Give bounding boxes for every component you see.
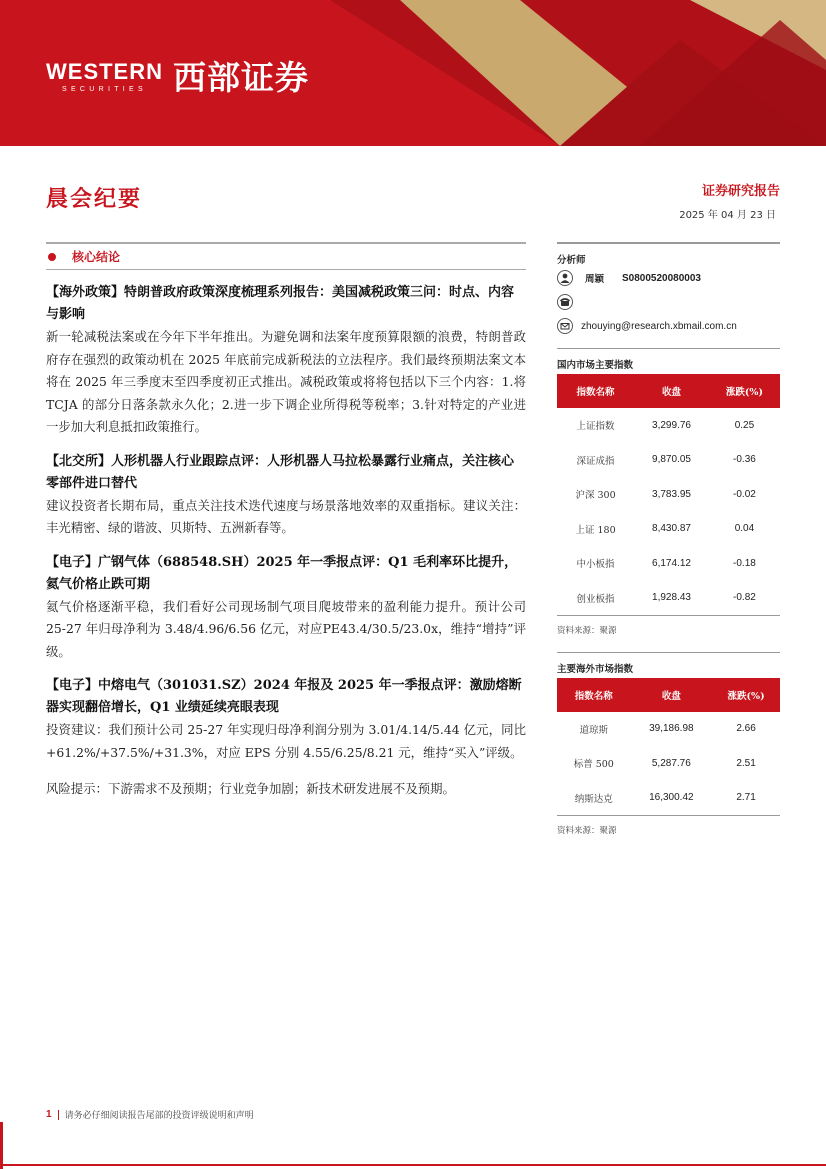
overseas-source-note: 资料来源：聚源 — [557, 825, 617, 836]
table-row — [557, 781, 780, 816]
index-change: -0.36 — [733, 454, 756, 466]
index-name: 沪深 300 — [575, 490, 616, 502]
index-change: 2.51 — [736, 757, 756, 769]
index-name: 纳斯达克 — [557, 781, 631, 816]
news-item-body: 建议投资者长期布局，重点关注技术迭代速度与场景落地效率的双重指标。建议关注：丰光精密、绿的谐波、贝斯特、五洲新春等。 — [46, 497, 526, 535]
index-name: 中小板指 — [576, 559, 615, 571]
index-change: 0.25 — [734, 419, 755, 431]
index-close: 16,300.42 — [631, 781, 713, 816]
index-change: 0.04 — [734, 523, 755, 535]
table-row — [557, 546, 780, 581]
sidebar — [557, 242, 780, 836]
document-type: 证券研究报告 — [701, 184, 780, 199]
table-row — [557, 408, 780, 443]
domestic-index-table — [557, 374, 780, 616]
news-item — [46, 451, 526, 540]
analyst-email-row — [557, 314, 780, 338]
index-close: 8,430.87 — [652, 523, 691, 535]
document-title: 晨会纪要 — [46, 186, 143, 212]
corner-line-horizontal — [0, 1164, 826, 1166]
analyst-name-row — [557, 266, 780, 290]
main-content — [46, 242, 526, 801]
index-name: 上证 180 — [575, 524, 616, 536]
index-change: 2.71 — [712, 781, 780, 816]
analyst-email[interactable]: zhouying@research.xbmail.com.cn — [581, 320, 737, 332]
news-item — [46, 282, 526, 439]
table-header-row — [557, 374, 780, 408]
overseas-table-title: 主要海外市场指数 — [557, 652, 780, 678]
analyst-cert-number: S0800520080003 — [622, 272, 701, 284]
column-header: 指数名称 — [557, 374, 634, 408]
section-header — [46, 242, 526, 270]
corner-line-vertical — [0, 1122, 3, 1169]
table-row — [557, 581, 780, 616]
footer-disclaimer: 请务必仔细阅读报告尾部的投资评级说明和声明 — [64, 1111, 254, 1121]
table-row — [557, 512, 780, 547]
header-banner — [0, 0, 826, 146]
email-icon — [557, 318, 573, 334]
index-name: 创业板指 — [557, 581, 634, 616]
logo-chinese: 西部证券 — [173, 58, 309, 97]
page-footer — [46, 1108, 254, 1121]
column-header: 指数名称 — [557, 678, 631, 712]
table-row — [557, 712, 780, 747]
index-name: 道琼斯 — [579, 724, 609, 736]
page-number: 1 — [46, 1109, 52, 1120]
news-item-title: 【电子】中熔电气（301031.SZ）2024 年报及 2025 年一季报点评：激励熔断器实现翻倍增长，Q1 业绩延续亮眼表现 — [46, 678, 522, 715]
news-item-title: 【北交所】人形机器人行业跟踪点评：人形机器人马拉松暴露行业痛点，关注核心零部件进口替代 — [46, 453, 515, 491]
overseas-index-table — [557, 678, 780, 816]
index-change: -0.82 — [709, 581, 780, 616]
index-close: 6,174.12 — [652, 557, 691, 569]
analyst-name: 周颖 — [585, 274, 605, 285]
table-row — [557, 477, 780, 512]
column-header: 涨跌(%) — [712, 678, 780, 712]
logo-english-sub: SECURITIES — [61, 86, 147, 93]
table-row — [557, 746, 780, 781]
news-item — [46, 675, 526, 764]
index-close: 3,299.76 — [652, 419, 691, 431]
index-close: 39,186.98 — [649, 723, 694, 735]
news-item-body: 投资建议：我们预计公司 25-27 年实现归母净利润分别为 3.01/4.14/5.44 亿元，同比+61.2%/+37.5%/+31.3%，对应 EPS 分别 4.55/6.25/8.21 元，维持“买入”评级。 — [46, 722, 526, 760]
column-header: 收盘 — [634, 374, 709, 408]
index-name: 标普 500 — [573, 759, 614, 771]
index-change: -0.02 — [733, 488, 756, 500]
domestic-source-note: 资料来源：聚源 — [557, 625, 617, 636]
column-header: 收盘 — [631, 678, 713, 712]
index-close: 1,928.43 — [634, 581, 709, 616]
report-date: 2025 年 04 月 23 日 — [679, 210, 776, 221]
table-header-row — [557, 678, 780, 712]
analyst-section-label: 分析师 — [557, 242, 780, 266]
news-item-title: 【电子】广钢气体（688548.SH）2025 年一季报点评：Q1 毛利率环比提升，氦气价格止跌可期 — [46, 554, 518, 592]
risk-warning — [46, 778, 526, 801]
risk-warning-text: 风险提示：下游需求不及预期；行业竞争加剧；新技术研发进展不及预期。 — [46, 781, 455, 796]
column-header: 涨跌(%) — [709, 374, 780, 408]
company-logo — [46, 58, 309, 98]
index-change: -0.18 — [733, 557, 756, 569]
phone-icon — [557, 294, 573, 310]
news-item — [46, 552, 526, 664]
domestic-table-title: 国内市场主要指数 — [557, 348, 780, 374]
section-title: 核心结论 — [72, 250, 121, 264]
index-close: 3,783.95 — [652, 488, 691, 500]
news-item-title: 【海外政策】特朗普政府政策深度梳理系列报告：美国减税政策三问：时点、内容与影响 — [46, 285, 515, 322]
table-row — [557, 443, 780, 478]
logo-english: WESTERN — [46, 59, 163, 84]
bullet-icon — [48, 253, 56, 261]
news-item-body: 新一轮减税法案或在今年下半年推出。为避免调和法案年度预算限额的浪费，特朗普政府存在强烈的政策动机在 2025 年底前完成新税法的立法程序。我们最终预期法案文本将在 2025 年三季度末至四季度初正式推出。减税政策或将将包括以下三个内容：1.将 TCJA 的部分日落条款永久化；2.进一步下调企业所得税等税率；3.针对特定的产业进一步加大利息抵扣政策推行。 — [46, 329, 526, 434]
footer-divider — [58, 1110, 59, 1120]
index-name: 深证成指 — [576, 455, 615, 467]
index-name: 上证指数 — [576, 421, 615, 433]
person-icon — [557, 270, 573, 286]
analyst-phone-row — [557, 290, 780, 314]
index-close: 5,287.76 — [651, 757, 691, 769]
news-item-body: 氦气价格逐渐平稳，我们看好公司现场制气项目爬坡带来的盈利能力提升。预计公司 25-27 年归母净利为 3.48/4.96/6.56 亿元，对应PE43.4/30.5/23.0x，维持“增持”评级。 — [46, 598, 526, 659]
index-change: 2.66 — [736, 723, 756, 735]
index-close: 9,870.05 — [652, 454, 691, 466]
